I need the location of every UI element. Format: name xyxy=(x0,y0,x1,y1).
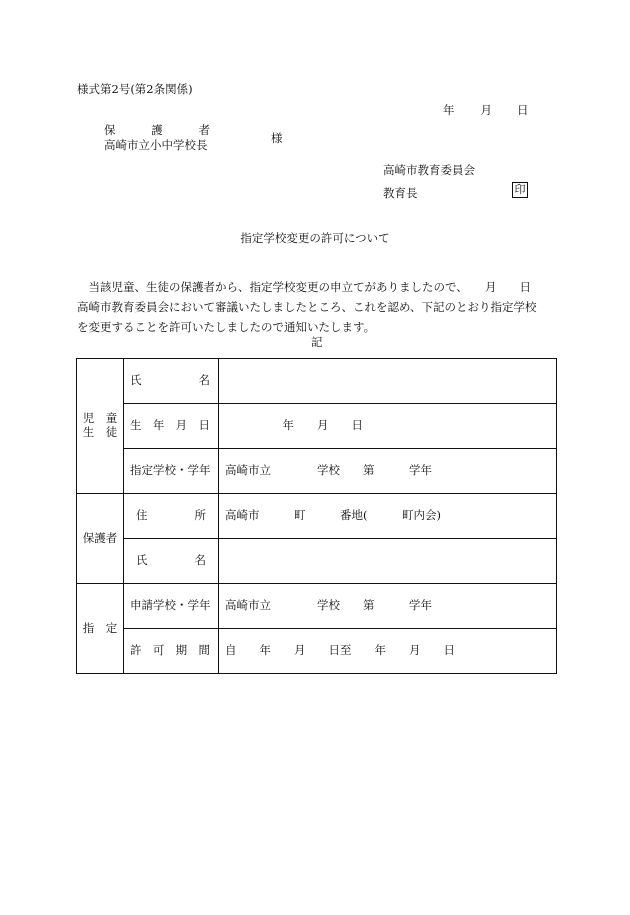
guardian-group-label: 保護者 xyxy=(77,494,124,584)
student-name-field[interactable] xyxy=(219,359,557,404)
birthdate-label: 生 年 月 日 xyxy=(124,404,219,449)
sender xyxy=(383,164,475,201)
table-row xyxy=(77,449,557,494)
designated-school-field[interactable]: 高崎市立 学校 第 学年 xyxy=(219,449,557,494)
requested-school-field[interactable]: 高崎市立 学校 第 学年 xyxy=(219,584,557,629)
student-group-label: 児 童 生 徒 xyxy=(77,359,124,494)
body-line-3: を変更することを許可いたしましたので通知いたします。 xyxy=(77,320,376,334)
designation-group-label: 指 定 xyxy=(77,584,124,674)
body-line-1: 当該児童、生徒の保護者から、指定学校変更の申立てがありましたので、 月 日 xyxy=(88,280,532,294)
principal-label: 高崎市立小中学校長 xyxy=(104,137,208,152)
table-row xyxy=(77,404,557,449)
addressee xyxy=(104,124,210,153)
form-number: 様式第2号(第2条関係) xyxy=(77,82,193,96)
student-name-label: 氏 名 xyxy=(124,359,219,404)
table-row xyxy=(77,584,557,629)
guardian-name-field[interactable] xyxy=(219,539,557,584)
guardian-label: 保 護 者 xyxy=(104,123,210,137)
table-row xyxy=(77,359,557,404)
table-row xyxy=(77,539,557,584)
ki-heading: 記 xyxy=(311,335,323,349)
body-paragraph xyxy=(77,277,557,337)
document-title: 指定学校変更の許可について xyxy=(240,231,390,245)
sender-title: 教育長 xyxy=(383,185,418,200)
guardian-name-label: 氏 名 xyxy=(124,539,219,584)
designated-school-label: 指定学校・学年 xyxy=(124,449,219,494)
date-month: 月 xyxy=(480,103,492,117)
table-row xyxy=(77,494,557,539)
table-row xyxy=(77,629,557,674)
honorific: 様 xyxy=(271,131,283,145)
body-line-2: 高崎市教育委員会において審議いたしましたところ、これを認め、下記のとおり指定学校 xyxy=(77,300,537,314)
details-table xyxy=(76,358,557,674)
permit-period-label: 許 可 期 間 xyxy=(124,629,219,674)
sender-org: 高崎市教育委員会 xyxy=(383,163,475,177)
address-field[interactable]: 高崎市 町 番地( 町内会) xyxy=(219,494,557,539)
date-year: 年 xyxy=(443,103,455,117)
birthdate-field[interactable]: 年 月 日 xyxy=(219,404,557,449)
permit-period-field[interactable]: 自 年 月 日至 年 月 日 xyxy=(219,629,557,674)
date-day: 日 xyxy=(517,103,529,117)
seal-mark: 印 xyxy=(512,182,528,198)
requested-school-label: 申請学校・学年 xyxy=(124,584,219,629)
address-label: 住 所 xyxy=(124,494,219,539)
date-line xyxy=(443,104,529,118)
